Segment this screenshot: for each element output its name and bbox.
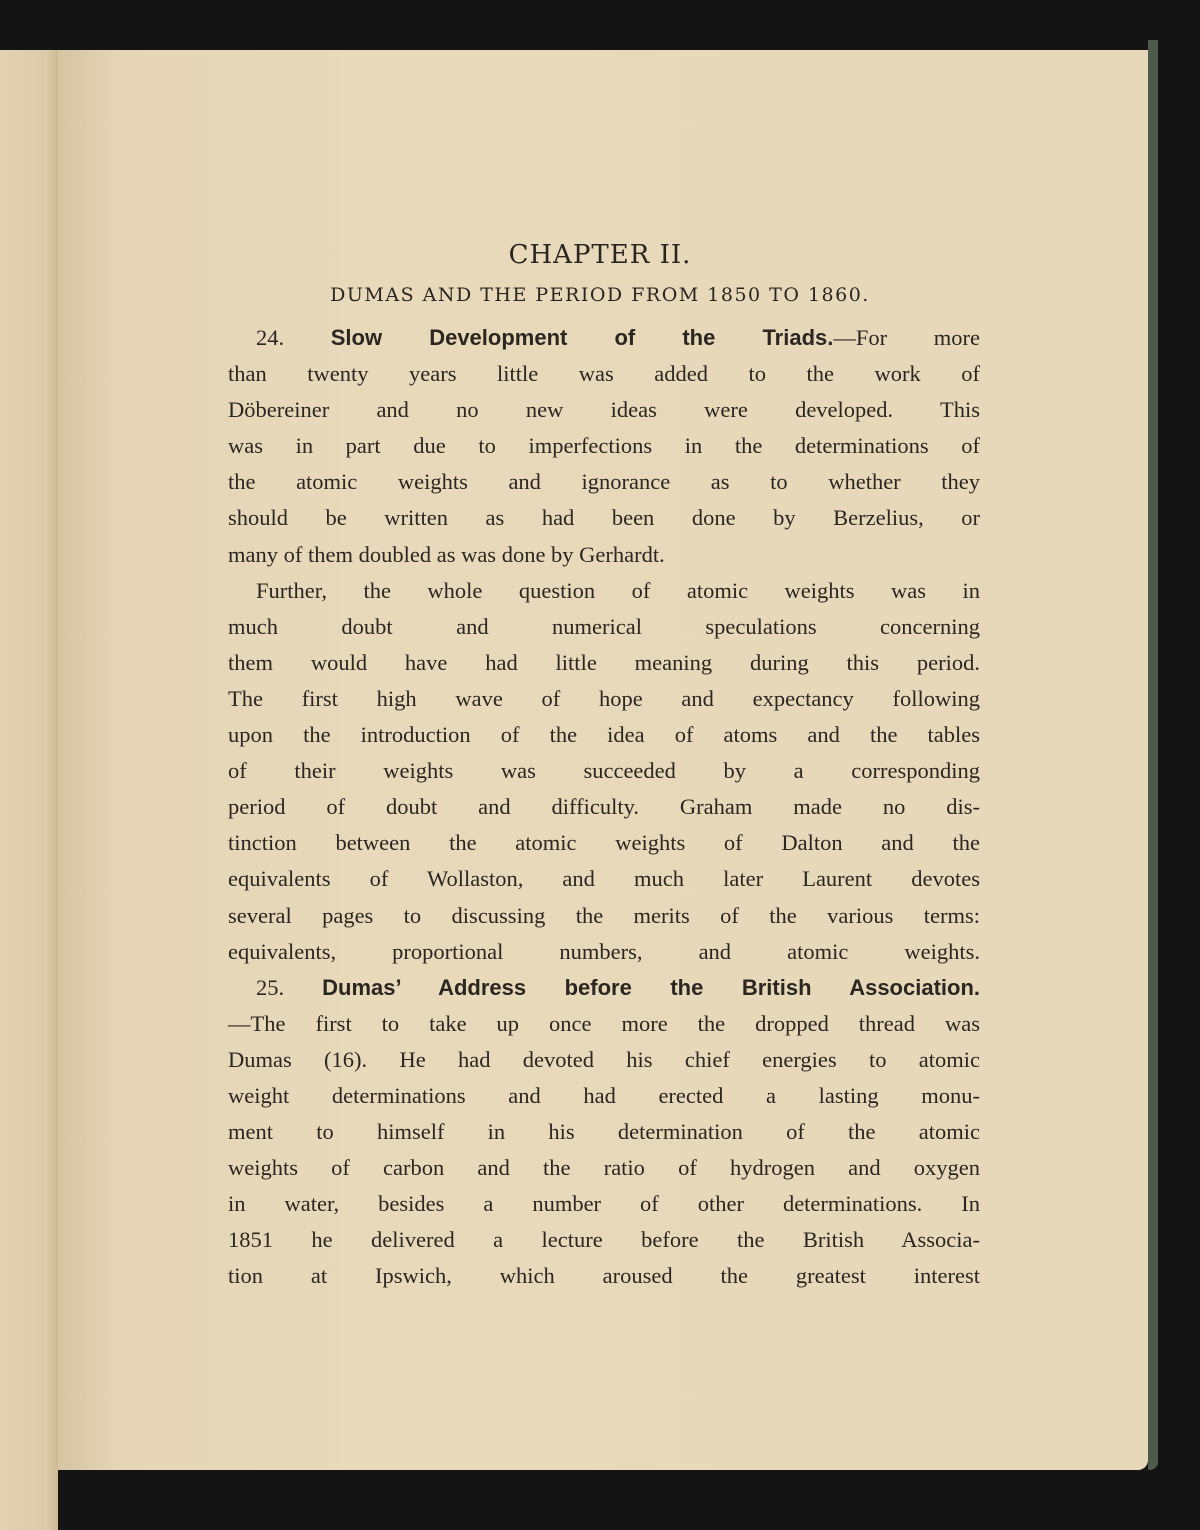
text-line: equivalents, proportional numbers, and atomic weights. [228, 938, 980, 964]
text-line: many of them doubled as was done by Gerhardt. [228, 541, 665, 567]
text-line: tinction between the atomic weights of Dalton and the [228, 830, 980, 856]
body-text [228, 320, 980, 1295]
text-line: tion at Ipswich, which aroused the greatest interest [228, 1263, 980, 1289]
text-line: than twenty years little was added to the work of [228, 361, 980, 387]
text-line: the atomic weights and ignorance as to whether they [228, 469, 980, 495]
text-line: of their weights was succeeded by a corresponding [228, 758, 980, 784]
text-line: was in part due to imperfections in the determinations of [228, 433, 980, 459]
section-25-heading-line [228, 970, 980, 1006]
text-line: ment to himself in his determination of the atomic [228, 1119, 980, 1145]
section-heading: Dumas’ Address before the British Association. [322, 974, 981, 1000]
text-line: —For more [833, 325, 980, 350]
text-line: weights of carbon and the ratio of hydrogen and oxygen [228, 1155, 980, 1181]
text-line: The first high wave of hope and expectancy following [228, 685, 980, 711]
section-number: 25. [256, 974, 285, 1000]
section-number: 24. [256, 325, 285, 350]
text-line: weight determinations and had erected a lasting monu- [228, 1082, 980, 1108]
text-line: should be written as had been done by Berzelius, or [228, 505, 980, 531]
chapter-subtitle: DUMAS AND THE PERIOD FROM 1850 TO 1860. [330, 284, 870, 306]
text-line: Further, the whole question of atomic weights was in [256, 577, 980, 603]
facing-page-edge [0, 50, 58, 1530]
text-line: —The first to take up once more the dropped thread was [228, 1010, 980, 1036]
text-line: several pages to discussing the merits of the various terms: [228, 902, 980, 928]
chapter-title: CHAPTER II. [508, 240, 692, 270]
text-line: Dumas (16). He had devoted his chief energies to atomic [228, 1046, 980, 1072]
text-line: Döbereiner and no new ideas were developed. This [228, 397, 980, 423]
text-line: period of doubt and difficulty. Graham made no dis- [228, 794, 980, 820]
text-line: in water, besides a number of other determinations. In [228, 1191, 980, 1217]
text-line: much doubt and numerical speculations concerning [228, 613, 980, 639]
text-line: them would have had little meaning during this period. [228, 649, 980, 675]
text-line: 1851 he delivered a lecture before the British Associa- [228, 1227, 980, 1253]
text-line: equivalents of Wollaston, and much later Laurent devotes [228, 866, 980, 892]
text-line: upon the introduction of the idea of atoms and the tables [228, 722, 980, 748]
section-24-heading-line [228, 320, 980, 356]
section-heading: Slow Development of the Triads. [330, 325, 834, 350]
